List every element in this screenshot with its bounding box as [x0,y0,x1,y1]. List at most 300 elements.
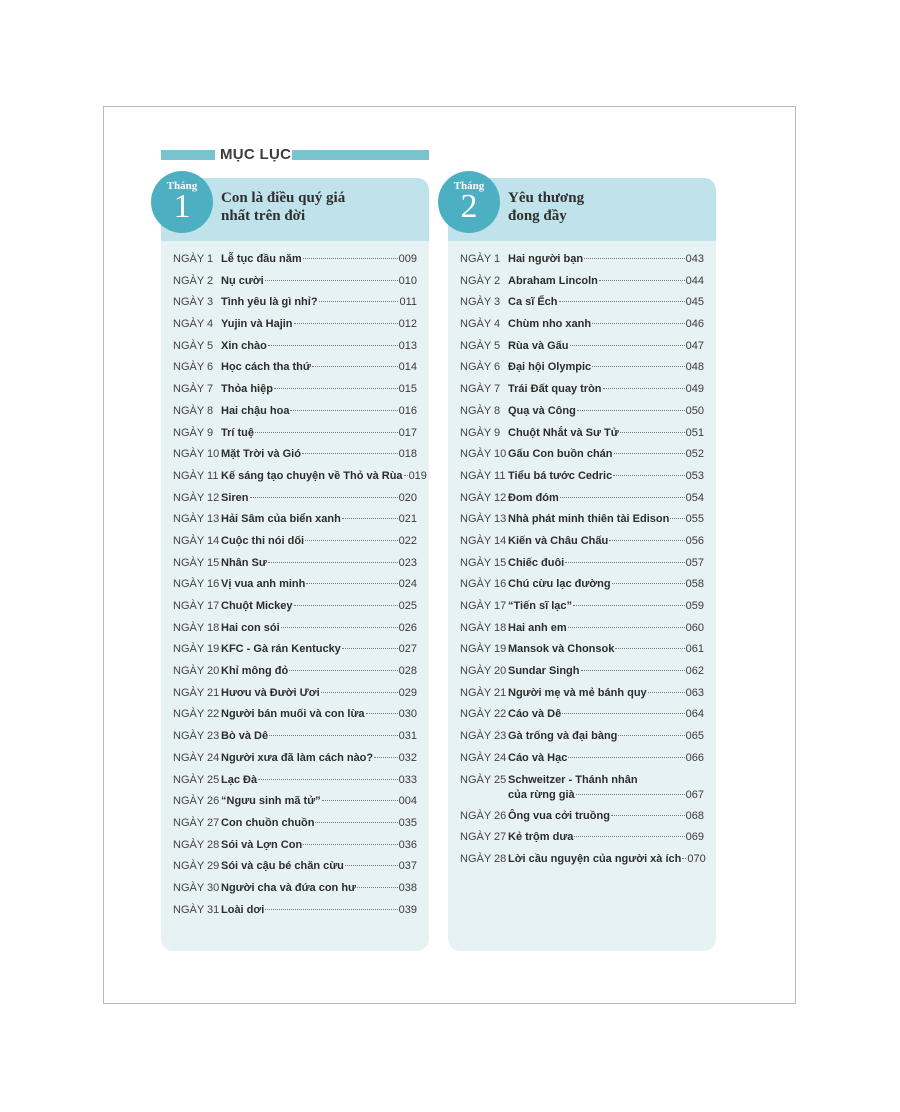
toc-entry [161,860,429,882]
entry-title: Hai người bạn [508,253,584,265]
entry-page-number: 036 [398,838,417,851]
toc-entry [161,665,429,687]
month-word: Tháng [453,180,485,192]
entry-line [221,817,417,829]
entry-day: NGÀY 12 [460,491,507,504]
entry-title: Mặt Trời và Gió [221,448,301,461]
dot-leader [613,475,684,476]
entry-line [221,730,417,742]
entry-page-number: 010 [398,274,417,287]
entry-page-number: 044 [685,274,704,287]
entry-line [221,405,417,417]
entry-day: NGÀY 21 [460,686,507,699]
entry-line [508,730,704,742]
entry-page-number: 060 [685,621,704,634]
entry-page-number: 019 [408,469,427,482]
entry-line [508,665,704,677]
entry-day: NGÀY 25 [173,773,220,786]
entry-title: Ông vua cởi truồng [508,809,610,822]
entry-line [508,535,704,547]
entry-title: Mansok và Chonsok [508,643,615,656]
entry-line [221,513,417,525]
dot-leader [599,280,685,281]
entry-page-number: 053 [685,469,704,482]
toc-entry [448,708,716,730]
entry-page-number: 065 [685,730,704,743]
entry-line [508,405,704,417]
entry-day: NGÀY 23 [460,730,507,743]
dot-leader [294,323,398,324]
entry-title: Người bán muối và con lừa [221,708,365,721]
month-title-line-1: Yêu thương [508,190,585,206]
dot-leader [592,366,685,367]
entry-day: NGÀY 26 [173,795,220,808]
toc-entry [161,839,429,861]
entry-page-number: 029 [398,686,417,699]
entry-line [508,831,704,843]
entry-day: NGÀY 12 [173,491,220,504]
entry-page-number: 011 [399,296,417,309]
toc-entry [448,383,716,405]
toc-entry [448,405,716,427]
entry-title: Siren [221,491,249,504]
entry-day: NGÀY 5 [460,339,501,352]
entry-day: NGÀY 11 [173,469,219,482]
dot-leader [294,605,398,606]
month-title-line-2: nhất trên đời [221,208,306,224]
dot-leader [612,583,685,584]
header-bar-left [161,150,215,160]
dot-leader [268,562,398,563]
entry-day: NGÀY 29 [173,860,220,873]
entry-title: Nụ cười [221,274,264,287]
entry-page-number: 052 [685,448,704,461]
entry-line [221,296,417,308]
entry-title: Sói và Lợn Con [221,838,303,851]
entry-page-number: 058 [685,578,704,591]
entry-title: Rùa và Gấu [508,339,569,352]
toc-entry [448,622,716,644]
month-word: Tháng [166,180,198,192]
dot-leader [404,475,408,476]
entry-day: NGÀY 16 [173,578,220,591]
entry-title: Lạc Đà [221,773,258,786]
toc-entries [448,253,716,875]
dot-leader [255,432,398,433]
month-title-line-2: đong đầy [508,208,567,224]
entry-title: Kiến và Châu Chấu [508,534,609,547]
dot-leader [682,858,686,859]
entry-page-number: 048 [685,361,704,374]
entry-page-number: 057 [685,556,704,569]
entry-page-number: 070 [687,852,706,865]
entry-page-number: 051 [685,426,704,439]
entry-title: Yujin và Hajin [221,318,293,331]
dot-leader [592,323,685,324]
entry-day: NGÀY 21 [173,686,220,699]
entry-line [508,752,704,764]
entry-day: NGÀY 16 [460,578,507,591]
dot-leader [315,822,397,823]
toc-entry [448,492,716,514]
dot-leader [560,497,685,498]
entry-day: NGÀY 26 [460,809,507,822]
entry-day: NGÀY 20 [173,665,220,678]
entry-title: Trí tuệ [221,426,255,439]
dot-leader [269,735,398,736]
entry-line [508,318,704,330]
dot-leader [289,670,397,671]
toc-entry [161,557,429,579]
entry-line [508,853,704,865]
toc-entry [448,557,716,579]
toc-entry [161,513,429,535]
entry-day: NGÀY 8 [173,404,214,417]
entry-day: NGÀY 7 [173,383,214,396]
month-badge-1 [151,171,213,233]
entry-title: “Tiến sĩ lạc” [508,600,572,612]
entry-page-number: 004 [398,795,417,808]
entry-line [508,296,704,308]
dot-leader [559,301,685,302]
entry-title: Ca sĩ Ếch [508,296,558,309]
toc-entry [161,318,429,340]
toc-entry [448,448,716,470]
entry-day: NGÀY 28 [173,838,220,851]
entry-line [508,622,704,634]
entry-page-number: 014 [398,361,417,374]
entry-title: Chiếc đuôi [508,556,565,569]
entry-day: NGÀY 20 [460,665,507,678]
entry-line [508,253,704,265]
dot-leader [562,713,684,714]
entry-title: Hai anh em [508,621,567,634]
entry-day: NGÀY 28 [460,852,507,865]
toc-entry [161,470,429,492]
dot-leader [568,627,685,628]
entry-line [221,557,417,569]
toc-entry [161,774,429,796]
dot-leader [611,815,685,816]
dot-leader [342,648,398,649]
dot-leader [573,605,685,606]
entry-day: NGÀY 17 [173,600,220,612]
entry-page-number: 066 [685,751,704,764]
dot-leader [614,453,685,454]
month-number: 1 [173,188,191,225]
toc-entry [448,687,716,709]
entry-page-number: 017 [398,426,417,439]
toc-entry [448,253,716,275]
entry-day: NGÀY 31 [173,903,220,916]
entry-title: Tiểu bá tước Cedric [508,469,613,482]
entry-title: Nhân Sư [221,556,267,569]
entry-title: Lễ tục đầu năm [221,253,302,265]
toc-entry [161,708,429,730]
entry-day: NGÀY 1 [460,253,501,265]
entry-page-number: 043 [685,253,704,265]
entry-day: NGÀY 13 [173,513,220,526]
entry-day: NGÀY 13 [460,513,507,526]
dot-leader [648,692,685,693]
toc-entry [448,340,716,362]
entry-line [221,904,417,916]
entry-day: NGÀY 14 [460,534,507,547]
entry-day: NGÀY 4 [460,318,501,331]
dot-leader [274,388,398,389]
toc-entry [161,730,429,752]
entry-page-number: 035 [398,816,417,829]
entry-day: NGÀY 6 [460,361,501,374]
entry-line [221,882,417,894]
entry-line [221,708,417,720]
entry-page-number: 026 [398,621,417,634]
dot-leader [319,301,399,302]
entry-line [221,752,417,764]
month-title [508,189,584,225]
entry-title: Vị vua anh minh [221,578,306,591]
toc-entry [161,752,429,774]
entry-title: Hai con sói [221,621,280,634]
toc-entry [161,622,429,644]
entry-page-number: 033 [398,773,417,786]
entry-day: NGÀY 15 [173,556,220,569]
toc-entry [448,296,716,318]
entry-title: Loài dơi [221,903,265,916]
entry-day: NGÀY 1 [173,253,214,265]
dot-leader [265,909,397,910]
entry-page-number: 068 [685,809,704,822]
entry-title: của rừng già [508,788,575,801]
dot-leader [670,518,684,519]
entry-line [221,622,417,634]
dot-leader [281,627,398,628]
entry-line [221,665,417,677]
entry-day: NGÀY 10 [460,448,507,461]
entry-page-number: 046 [685,318,704,331]
entry-page-number: 030 [398,708,417,721]
dot-leader [302,453,398,454]
entry-title: Học cách tha thứ [221,361,311,374]
dot-leader [322,800,398,801]
month-column-1 [161,178,429,951]
dot-leader [584,258,685,259]
entry-day: NGÀY 7 [460,383,501,396]
entry-line [221,643,417,655]
entry-day: NGÀY 3 [173,296,214,309]
entry-line [508,383,704,395]
entry-line [221,774,417,786]
entry-page-number: 016 [398,404,417,417]
entry-line [508,578,704,590]
entry-title: Sundar Singh [508,665,580,678]
entry-day: NGÀY 25 [460,773,507,786]
toc-entry [161,427,429,449]
entry-title: Khỉ mông đỏ [221,665,289,678]
toc-entry [448,275,716,297]
entry-line [508,470,704,482]
entry-page-number: 039 [398,903,417,916]
dot-leader [303,844,397,845]
entry-title: “Ngưu sinh mã tử” [221,795,321,808]
entry-title: Hươu và Đười Ươi [221,686,320,699]
entry-title: Người cha và đứa con hư [221,881,357,894]
dot-leader [303,258,398,259]
toc-entries [161,253,429,925]
dot-leader [345,865,398,866]
entry-title: Gà trống và đại bàng [508,730,618,743]
entry-page-number: 024 [398,578,417,591]
toc-entry [161,643,429,665]
month-column-2 [448,178,716,951]
entry-page-number: 009 [398,253,417,265]
entry-day: NGÀY 6 [173,361,214,374]
entry-day: NGÀY 4 [173,318,214,331]
entry-day: NGÀY 14 [173,534,220,547]
toc-entry [161,340,429,362]
entry-title: Thỏa hiệp [221,383,273,396]
toc-entry [448,643,716,665]
dot-leader [581,670,685,671]
toc-entry [161,492,429,514]
entry-line [508,789,704,801]
entry-day: NGÀY 5 [173,339,214,352]
toc-entry [161,904,429,926]
entry-page-number: 025 [398,600,417,612]
entry-day: NGÀY 8 [460,404,501,417]
entry-title: Đại hội Olympic [508,361,592,374]
entry-page-number: 059 [685,600,704,612]
dot-leader [366,713,398,714]
entry-line [508,557,704,569]
toc-entry [161,795,429,817]
dot-leader [620,432,685,433]
entry-line [508,708,704,720]
entry-page-number: 054 [685,491,704,504]
toc-entry [448,470,716,492]
entry-day: NGÀY 23 [173,730,220,743]
entry-line [221,687,417,699]
entry-title: Người xưa đã làm cách nào? [221,751,374,764]
entry-title: Con chuồn chuồn [221,816,315,829]
entry-day: NGÀY 22 [173,708,220,721]
entry-page-number: 050 [685,404,704,417]
entry-day: NGÀY 30 [173,881,220,894]
entry-day: NGÀY 27 [173,816,220,829]
toc-entry [448,600,716,622]
toc-entry [448,318,716,340]
entry-line [508,427,704,439]
entry-day: NGÀY 10 [173,448,220,461]
entry-title: Cuộc thi nói dối [221,534,305,547]
entry-day: NGÀY 24 [460,751,507,764]
entry-title: Kẻ trộm dưa [508,831,574,844]
toc-entry [448,853,716,875]
entry-day: NGÀY 3 [460,296,501,309]
dot-leader [290,410,397,411]
toc-entry [448,578,716,600]
entry-line [508,361,704,373]
entry-line [221,253,417,265]
entry-page-number: 013 [398,339,417,352]
dot-leader [374,757,398,758]
entry-page-number: 037 [398,860,417,873]
entry-line [508,492,704,504]
entry-page-number: 038 [398,881,417,894]
entry-line [221,448,417,460]
dot-leader [305,540,398,541]
entry-title: Kế sáng tạo chuyện về Thỏ và Rùa [221,469,403,482]
entry-line [221,340,417,352]
entry-day: NGÀY 19 [173,643,220,656]
toc-entry [448,831,716,853]
entry-line [221,839,417,851]
dot-leader [250,497,398,498]
toc-header [161,147,429,163]
entry-title: Người mẹ và mẻ bánh quy [508,686,647,699]
entry-day: NGÀY 9 [173,426,214,439]
month-title [221,189,345,225]
entry-day: NGÀY 2 [173,274,214,287]
entry-title: Cáo và Dê [508,708,562,721]
entry-line [221,427,417,439]
entry-title: Gấu Con buồn chán [508,448,613,461]
entry-page-number: 061 [685,643,704,656]
entry-page-number: 021 [398,513,417,526]
entry-page-number: 047 [685,339,704,352]
entry-page-number: 015 [398,383,417,396]
entry-title: Tình yêu là gì nhỉ? [221,296,318,309]
toc-entry [448,427,716,449]
entry-page-number: 069 [685,831,704,844]
dot-leader [615,648,684,649]
entry-page-number: 056 [685,534,704,547]
toc-entry [161,578,429,600]
entry-day: NGÀY 19 [460,643,507,656]
entry-line [221,600,417,612]
entry-line [508,448,704,460]
entry-day: NGÀY 18 [173,621,220,634]
entry-line [221,318,417,330]
toc-entry [448,810,716,832]
entry-page-number: 045 [685,296,704,309]
entry-title: Abraham Lincoln [508,274,598,287]
toc-entry [161,535,429,557]
dot-leader [565,562,684,563]
entry-line [508,687,704,699]
entry-day: NGÀY 2 [460,274,501,287]
entry-title: Hải Sâm của biển xanh [221,513,341,526]
dot-leader [306,583,397,584]
toc-entry [448,535,716,557]
toc-entry [448,752,716,774]
toc-entry [161,600,429,622]
entry-page-number: 027 [398,643,417,656]
entry-line [508,643,704,655]
entry-page-number: 012 [398,318,417,331]
entry-page-number: 032 [398,751,417,764]
dot-leader [576,794,685,795]
entry-page-number: 020 [398,491,417,504]
header-bar-right [292,150,429,160]
entry-title: Chú cừu lạc đường [508,578,611,591]
toc-entry [448,774,716,810]
entry-title: Nhà phát minh thiên tài Edison [508,513,670,526]
dot-leader [258,779,398,780]
month-badge-2 [438,171,500,233]
dot-leader [609,540,684,541]
dot-leader [618,735,684,736]
